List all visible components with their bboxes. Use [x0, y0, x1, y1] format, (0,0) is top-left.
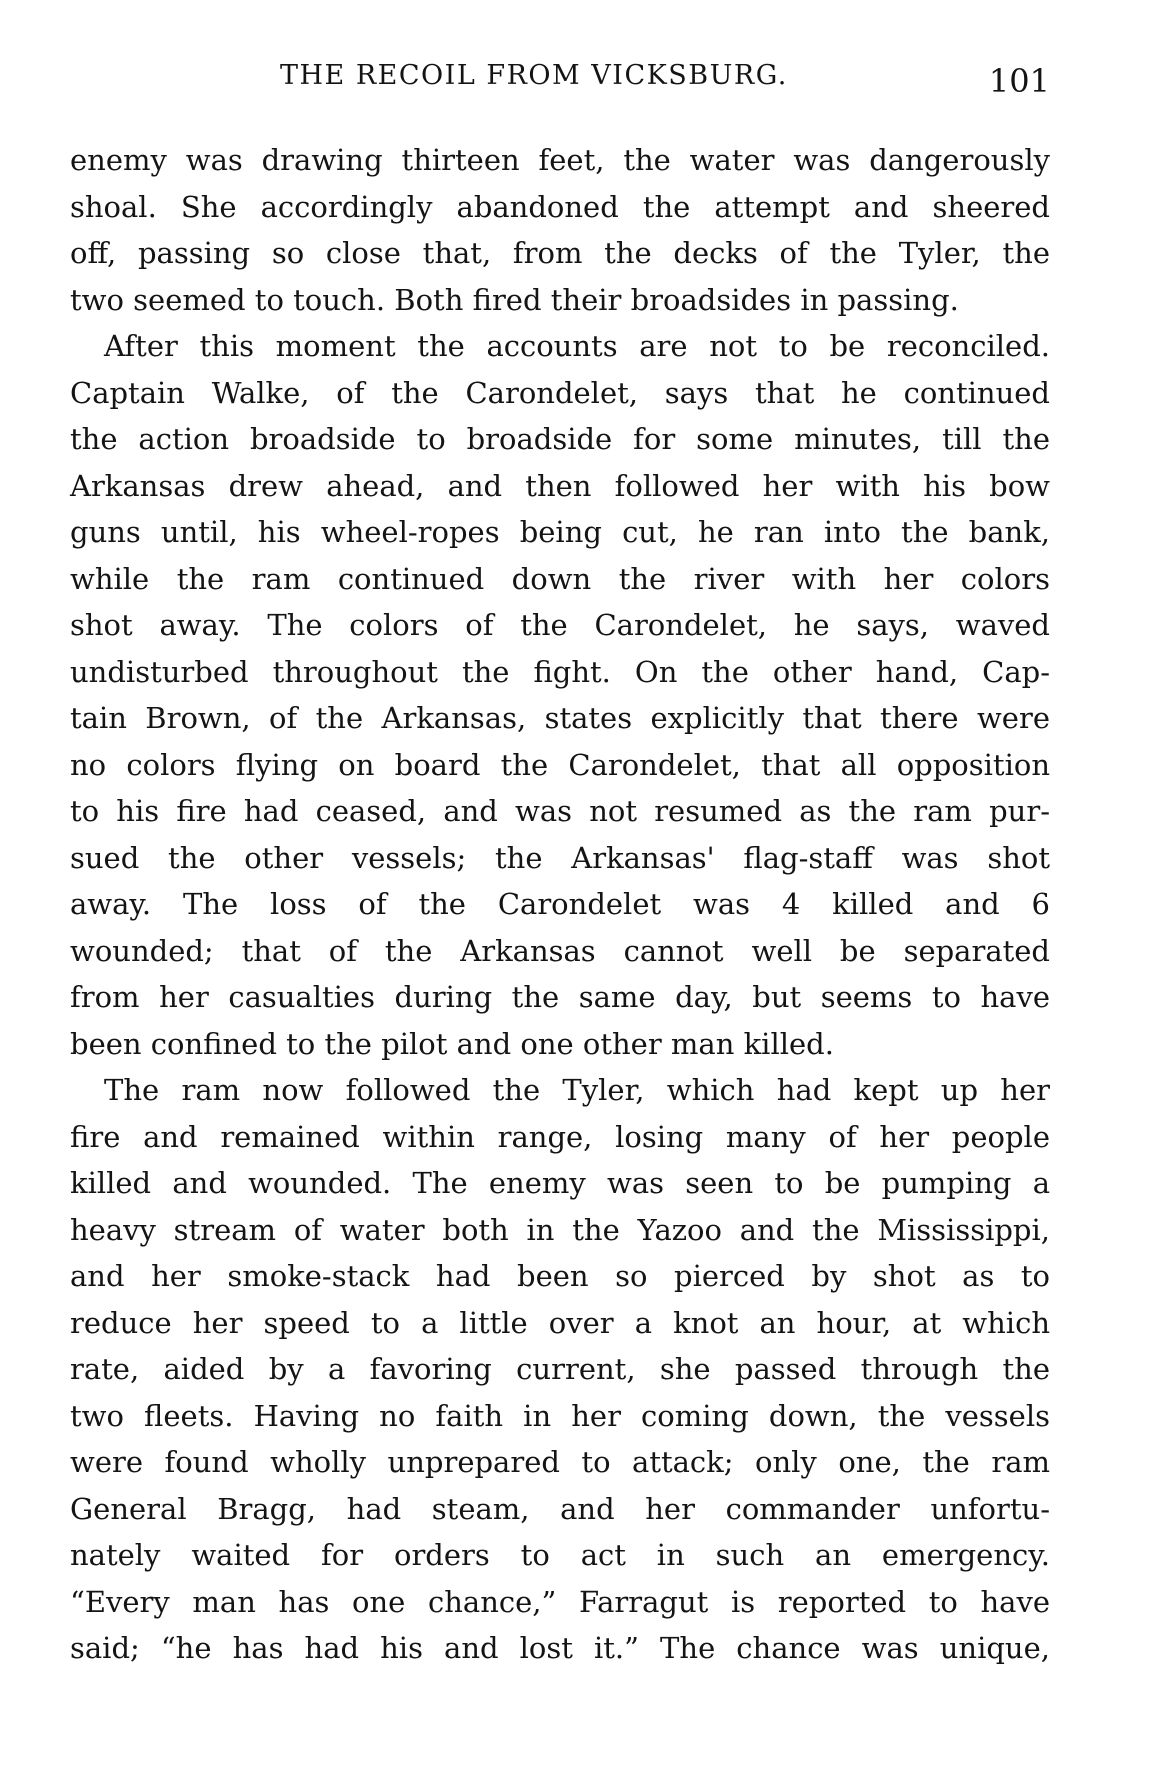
running-head: [70, 60, 1050, 104]
text-line: “Every man has one chance,” Farragut is reported to have: [70, 1584, 1050, 1619]
text-line: and her smoke-stack had been so pierced by shot as to: [70, 1259, 1050, 1293]
text-line: killed and wounded. The enemy was seen to be pumping a: [70, 1166, 1050, 1200]
text-line: Arkansas drew ahead, and then followed her with his bow: [70, 468, 1050, 503]
text-line: shoal. She accordingly abandoned the attempt and sheered: [70, 189, 1050, 224]
text-line: while the ram continued down the river with her colors: [70, 561, 1050, 596]
text-line: sued the other vessels; the Arkansas' flag-staff was shot: [70, 840, 1050, 875]
text-line: been confined to the pilot and one other man killed.: [70, 1026, 834, 1061]
text-line: guns until, his wheel-ropes being cut, he ran into the bank,: [70, 515, 1050, 549]
text-line: no colors flying on board the Carondelet, that all opposition: [70, 747, 1050, 782]
text-line: wounded; that of the Arkansas cannot well be separated: [70, 933, 1050, 968]
text-line: tain Brown, of the Arkansas, states explicitly that there were: [70, 701, 1050, 735]
text-line: reduce her speed to a little over a knot an hour, at which: [70, 1305, 1050, 1340]
text-line: undisturbed throughout the fight. On the other hand, Cap-: [70, 654, 1050, 689]
text-line: two fleets. Having no faith in her coming down, the vessels: [70, 1398, 1050, 1433]
text-line: away. The loss of the Carondelet was 4 killed and 6: [70, 887, 1050, 921]
text-line: Captain Walke, of the Carondelet, says that he continued: [70, 375, 1050, 410]
running-title: THE RECOIL FROM VICKSBURG.: [280, 60, 788, 91]
text-line: enemy was drawing thirteen feet, the water was dangerously: [70, 143, 1050, 177]
text-line: nately waited for orders to act in such an emergency.: [70, 1538, 1050, 1572]
text-line: fire and remained within range, losing many of her people: [70, 1119, 1050, 1154]
text-line: General Bragg, had steam, and her commander unfortu-: [70, 1491, 1050, 1526]
text-line: off, passing so close that, from the decks of the Tyler, the: [70, 236, 1050, 270]
body-text: [70, 137, 1050, 1672]
text-line: the action broadside to broadside for some minutes, till the: [70, 422, 1050, 456]
text-line: said; “he has had his and lost it.” The chance was unique,: [70, 1631, 1050, 1665]
text-line: rate, aided by a favoring current, she passed through the: [70, 1352, 1050, 1386]
text-line: two seemed to touch. Both fired their broadsides in passing.: [70, 282, 959, 317]
text-line: heavy stream of water both in the Yazoo and the Mississippi,: [70, 1212, 1050, 1247]
text-line: The ram now followed the Tyler, which had kept up her: [104, 1073, 1050, 1107]
text-line: shot away. The colors of the Carondelet, he says, waved: [70, 608, 1050, 642]
text-line: to his fire had ceased, and was not resumed as the ram pur-: [70, 794, 1050, 828]
text-line: were found wholly unprepared to attack; only one, the ram: [70, 1445, 1050, 1479]
text-line: After this moment the accounts are not to be reconciled.: [104, 329, 1050, 363]
page-number: 101: [988, 62, 1050, 100]
text-line: from her casualties during the same day, but seems to have: [70, 980, 1050, 1014]
